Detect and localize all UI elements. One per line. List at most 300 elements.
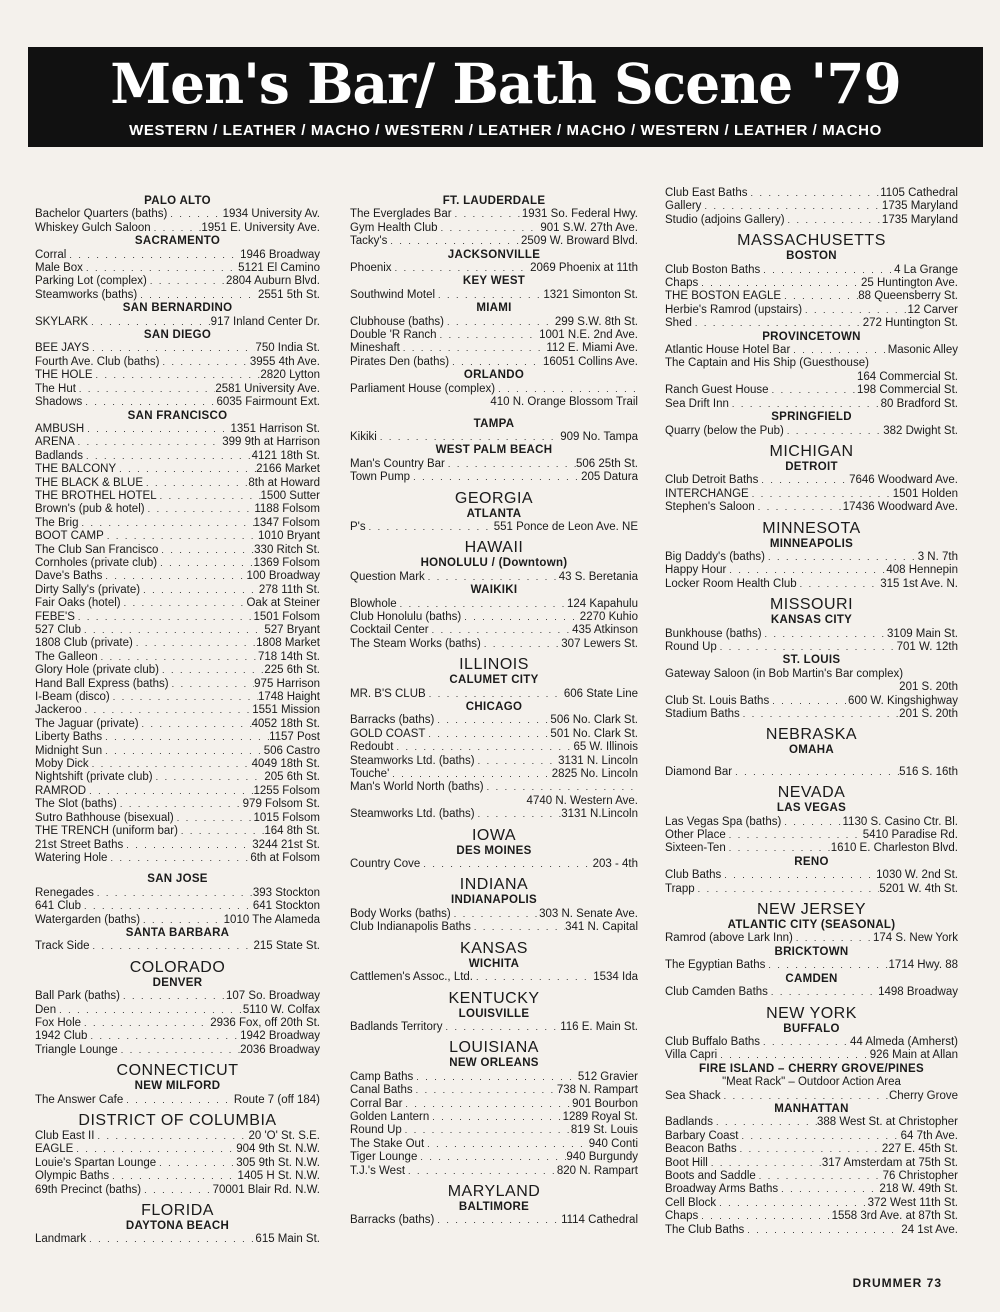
leader-dots: [75, 611, 254, 624]
listing-entry: [35, 436, 320, 449]
listing-entry: [665, 641, 958, 654]
venue-name: Diamond Bar: [665, 765, 733, 778]
venue-address: 1114 Cathedral: [561, 1214, 638, 1227]
venue-name: Camp Baths: [350, 1070, 414, 1083]
venue-address: 341 N. Capital: [565, 921, 638, 934]
venue-address: 43 S. Beretania: [558, 570, 638, 583]
venue-address: 701 W. 12th: [896, 640, 958, 653]
leader-dots: [73, 1143, 236, 1156]
listing-entry: [665, 932, 958, 945]
page-subtitle: WESTERN / LEATHER / MACHO / WESTERN / LEATHER / MACHO / WESTERN / LEATHER / MACHO: [129, 122, 882, 139]
venue-name: Bunkhouse (baths): [665, 627, 762, 640]
venue-address: 1934 University Av.: [222, 208, 320, 221]
listing-entry: [35, 624, 320, 637]
venue-name: Canal Baths: [350, 1084, 413, 1097]
venue-name: Club Baths: [665, 869, 722, 882]
leader-dots: [781, 290, 858, 303]
venue-address: 65 W. Illinois: [573, 741, 638, 754]
leader-dots: [78, 517, 253, 530]
venue-address: 506 No. Clark St.: [550, 714, 638, 727]
leader-dots: [157, 490, 261, 503]
leader-dots: [721, 869, 876, 882]
venue-name: The Stake Out: [350, 1137, 425, 1150]
venue-address: 303 N. Senate Ave.: [539, 907, 638, 920]
venue-name: BEE JAYS: [35, 342, 90, 355]
leader-dots: [84, 423, 230, 436]
state-heading: INDIANA: [459, 876, 529, 894]
leader-dots: [434, 1214, 561, 1227]
leader-dots: [740, 708, 899, 721]
listing-entry: [35, 1017, 320, 1030]
venue-address: 2820 Lytton: [260, 369, 320, 382]
city-heading: SACRAMENTO: [134, 235, 221, 248]
listing-entry: [665, 277, 958, 290]
venue-address: 901 Bourbon: [572, 1097, 638, 1110]
venue-name: Whiskey Gulch Saloon: [35, 221, 151, 234]
venue-name: 527 Club: [35, 624, 82, 636]
state-heading: KENTUCKY: [448, 989, 540, 1007]
listing-address-continued: 4740 N. Western Ave.: [526, 794, 638, 807]
venue-address: 1010 The Alameda: [223, 913, 320, 926]
listing-entry: [350, 329, 638, 342]
listing-address-continued: 410 N. Orange Blossom Trail: [490, 396, 638, 409]
venue-name: Tacky's: [350, 235, 388, 248]
venue-name: 1808 Club (private): [35, 637, 133, 650]
venue-address: 382 Dwight St.: [883, 424, 958, 437]
venue-address: 506 Castro: [263, 744, 320, 757]
venue-address: 215 State St.: [253, 940, 320, 953]
venue-address: 307 Lewers St.: [561, 637, 638, 650]
city-heading: BOSTON: [786, 250, 837, 263]
venue-address: 4049 18th St.: [251, 758, 320, 771]
leader-dots: [389, 768, 551, 781]
listing-entry: [665, 695, 958, 708]
city-heading: SANTA BARBARA: [125, 926, 230, 939]
venue-address: 1735 Maryland: [881, 213, 958, 226]
listing-entry: [35, 758, 320, 771]
city-heading: MIAMI: [476, 302, 512, 315]
venue-name: 21st Street Baths: [35, 838, 124, 851]
listing-entry: [665, 1197, 958, 1210]
leader-dots: [756, 1170, 883, 1183]
leader-dots: [495, 383, 638, 396]
venue-name: Fox Hole: [35, 1016, 82, 1029]
city-heading: SAN JOSE: [147, 873, 208, 886]
venue-name: The Egyptian Baths: [665, 959, 766, 972]
listing-entry: [665, 264, 958, 277]
venue-name: Cattlemen's Assoc., Ltd.: [350, 971, 474, 984]
city-heading: MANHATTAN: [774, 1102, 849, 1115]
venue-name: Happy Hour: [665, 564, 727, 577]
title-banner: [28, 47, 983, 147]
listing-entry: [665, 474, 958, 487]
venue-address: 3131 N. Lincoln: [558, 754, 638, 767]
leader-dots: [158, 544, 254, 557]
venue-address: 408 Hennepin: [886, 564, 958, 577]
venue-name: I-Beam (disco): [35, 691, 110, 704]
listing-entry: [35, 1157, 320, 1170]
leader-dots: [82, 396, 216, 409]
leader-dots: [760, 264, 894, 277]
venue-name: THE BROTHEL HOTEL: [35, 489, 157, 502]
leader-dots: [744, 1224, 901, 1237]
venue-address: Masonic Alley: [887, 344, 958, 357]
leader-dots: [739, 1130, 901, 1143]
leader-dots: [449, 356, 543, 369]
venue-name: 641 Club: [35, 900, 82, 913]
leader-dots: [102, 731, 269, 744]
leader-dots: [121, 597, 247, 610]
city-heading: DENVER: [152, 976, 203, 989]
venue-name: Club Honolulu (baths): [350, 610, 462, 623]
leader-dots: [82, 704, 253, 717]
city-heading: NEW MILFORD: [134, 1080, 221, 1093]
leader-dots: [123, 839, 252, 852]
city-heading: LAS VEGAS: [776, 802, 847, 815]
leader-dots: [481, 638, 561, 651]
venue-address: 7646 Woodward Ave.: [849, 474, 958, 487]
listing-entry: [35, 1233, 320, 1246]
leader-dots: [765, 551, 918, 564]
listing-entry: [35, 900, 320, 913]
listing-entry: [350, 1151, 638, 1164]
venue-address: 926 Main at Allan: [869, 1049, 958, 1062]
listing-entry: [350, 908, 638, 921]
listing-entry: [350, 1165, 638, 1178]
listing-entry: [350, 521, 638, 534]
listing-entry: [35, 369, 320, 382]
listing-entry: [35, 812, 320, 825]
venue-address: 1610 E. Charleston Blvd.: [830, 842, 958, 855]
venue-address: 164 8th St.: [264, 825, 320, 838]
leader-dots: [717, 641, 897, 654]
listing-column-1: [35, 187, 320, 1247]
venue-address: 315 1st Ave. N.: [880, 577, 958, 590]
listing-entry: [665, 766, 958, 779]
leader-dots: [397, 598, 567, 611]
venue-address: 1369 Folsom: [253, 556, 320, 569]
leader-dots: [387, 235, 521, 248]
listing-note: "Meat Rack" – Outdoor Action Area: [722, 1076, 901, 1089]
listing-entry: [35, 990, 320, 1003]
venue-name: Glory Hole (private club): [35, 664, 159, 677]
leader-dots: [452, 208, 522, 221]
venue-address: 3131 N.Lincoln: [561, 808, 638, 821]
leader-dots: [760, 1036, 850, 1049]
venue-address: 1130 S. Casino Ctr. Bl.: [842, 815, 958, 828]
venue-name: Midnight Sun: [35, 744, 103, 757]
listing-entry: [35, 342, 320, 355]
venue-name: Chaps: [665, 1210, 699, 1223]
venue-name: Chaps: [665, 277, 699, 290]
listing-entry: [350, 688, 638, 701]
leader-dots: [755, 501, 843, 514]
venue-address: 218 W. 49th St.: [879, 1183, 958, 1196]
listing-entry: [35, 914, 320, 927]
listing-note: The Captain and His Ship (Guesthouse): [665, 357, 869, 370]
venue-name: Renegades: [35, 886, 94, 899]
leader-dots: [137, 289, 258, 302]
venue-name: The Steam Works (baths): [350, 637, 481, 650]
leader-dots: [109, 1170, 237, 1183]
state-heading: NEVADA: [777, 784, 846, 802]
listing-entry: [665, 384, 958, 397]
venue-name: Barbary Coast: [665, 1129, 739, 1142]
listing-entry: [35, 1170, 320, 1183]
leader-dots: [157, 557, 253, 570]
listing-entry: [665, 187, 958, 200]
leader-dots: [118, 1044, 240, 1057]
venue-address: 1351 Harrison St.: [230, 422, 320, 435]
venue-name: Double 'R Ranch: [350, 329, 437, 342]
listing-entry: [35, 852, 320, 865]
venue-name: GOLD COAST: [350, 727, 426, 740]
listing-entry: [665, 842, 958, 855]
venue-name: Gym Health Club: [350, 221, 438, 234]
venue-name: Kikiki: [350, 430, 377, 443]
state-heading: COLORADO: [129, 958, 226, 976]
venue-address: 1188 Folsom: [254, 503, 320, 516]
venue-name: Barracks (baths): [350, 1214, 435, 1227]
venue-name: Bachelor Quarters (baths): [35, 208, 168, 221]
venue-name: Sea Drift Inn: [665, 397, 729, 410]
city-heading: MINNEAPOLIS: [769, 537, 854, 550]
city-heading: CAMDEN: [785, 972, 838, 985]
city-heading: BUFFALO: [783, 1022, 840, 1035]
listing-entry: [665, 1210, 958, 1223]
venue-address: 1931 So. Federal Hwy.: [521, 208, 638, 221]
listing-entry: [350, 1021, 638, 1034]
listing-entry: [350, 431, 638, 444]
venue-name: Redoubt: [350, 741, 394, 754]
venue-name: Parking Lot (complex): [35, 275, 147, 288]
venue-address: 1808 Market: [256, 637, 320, 650]
leader-dots: [89, 342, 255, 355]
venue-address: 5110 W. Colfax: [242, 1003, 320, 1016]
venue-name: Country Cove: [350, 858, 421, 871]
listing-entry: [35, 597, 320, 610]
venue-address: 174 S. New York: [872, 932, 958, 945]
venue-address: 1942 Broadway: [240, 1030, 320, 1043]
listing-entry: [350, 1071, 638, 1084]
venue-name: Sixteen-Ten: [665, 842, 726, 855]
leader-dots: [729, 398, 881, 411]
city-heading: KEY WEST: [462, 275, 526, 288]
city-heading: SAN BERNARDINO: [122, 302, 233, 315]
state-heading: NEW JERSEY: [756, 901, 866, 919]
listing-entry: [35, 1030, 320, 1043]
venue-address: 1735 Maryland: [881, 200, 958, 213]
listing-entry: [350, 598, 638, 611]
listing-entry: [350, 1111, 638, 1124]
venue-name: Gallery: [665, 200, 702, 213]
venue-address: 1347 Folsom: [253, 516, 320, 529]
venue-name: Mineshaft: [350, 342, 400, 355]
city-heading: ATLANTA: [466, 507, 522, 520]
state-heading: CONNECTICUT: [116, 1062, 239, 1080]
venue-name: RAMROD: [35, 784, 87, 797]
leader-dots: [426, 688, 564, 701]
venue-address: 606 State Line: [563, 687, 638, 700]
venue-address: 100 Broadway: [246, 570, 320, 583]
venue-name: Steamworks Ltd. (baths): [350, 808, 475, 821]
venue-name: The Galleon: [35, 650, 98, 663]
leader-dots: [156, 1157, 236, 1170]
listing-note: Gateway Saloon (in Bob Martin's Bar complex): [665, 667, 904, 680]
venue-name: Watergarden (baths): [35, 913, 141, 926]
venue-address: 3244 21st St.: [252, 838, 320, 851]
state-heading: NEW YORK: [766, 1004, 857, 1022]
listing-entry: [350, 768, 638, 781]
listing-entry: [35, 745, 320, 758]
leader-dots: [442, 1021, 560, 1034]
venue-address: 551 Ponce de Leon Ave. NE: [493, 520, 638, 533]
leader-dots: [424, 1138, 589, 1151]
listing-entry: [350, 1124, 638, 1137]
venue-address: 6035 Fairmount Ext.: [216, 396, 320, 409]
listing-entry: [665, 1036, 958, 1049]
venue-name: Villa Capri: [665, 1049, 718, 1062]
venue-name: Question Mark: [350, 570, 425, 583]
venue-address: 25 Huntington Ave.: [861, 277, 958, 290]
venue-name: MR. B'S CLUB: [350, 687, 426, 700]
listing-address-continued: 201 S. 20th: [899, 681, 958, 694]
state-heading: MICHIGAN: [769, 442, 854, 460]
listing-entry: [665, 398, 958, 411]
venue-address: 718 14th St.: [257, 650, 320, 663]
venue-name: Moby Dick: [35, 758, 89, 771]
venue-address: 1501 Holden: [892, 487, 958, 500]
venue-name: Badlands: [35, 449, 83, 462]
city-heading: ORLANDO: [463, 369, 525, 382]
leader-dots: [737, 1143, 882, 1156]
venue-address: 88 Queensberry St.: [858, 290, 958, 303]
venue-name: Dirty Sally's (private): [35, 583, 141, 596]
venue-address: 615 Main St.: [255, 1233, 320, 1246]
listing-entry: [35, 289, 320, 302]
venue-address: 80 Bradford St.: [880, 397, 958, 410]
city-heading: TAMPA: [473, 417, 515, 430]
venue-name: Badlands: [665, 1116, 713, 1129]
venue-name: Atlantic House Hotel Bar: [665, 344, 791, 357]
venue-address: 1951 E. University Ave.: [201, 221, 320, 234]
city-heading: RENO: [794, 855, 829, 868]
listing-entry: [35, 477, 320, 490]
venue-address: 17436 Woodward Ave.: [842, 501, 958, 514]
venue-name: Blowhole: [350, 597, 397, 610]
venue-name: Badlands Territory: [350, 1020, 443, 1033]
city-heading: ST. LOUIS: [782, 654, 841, 667]
venue-address: 24 1st Ave.: [901, 1223, 958, 1236]
listing-entry: [35, 463, 320, 476]
state-heading: LOUISIANA: [449, 1039, 539, 1057]
venue-name: THE HOLE: [35, 369, 93, 382]
venue-address: 70001 Blair Rd. N.W.: [212, 1183, 320, 1196]
venue-name: FEBE'S: [35, 610, 75, 623]
venue-name: Cell Block: [665, 1196, 717, 1209]
venue-address: 641 Stockton: [252, 900, 320, 913]
listing-entry: [665, 214, 958, 227]
venue-address: 2936 Fox, off 20th St.: [210, 1016, 320, 1029]
leader-dots: [116, 463, 256, 476]
listing-entry: [35, 1044, 320, 1057]
venue-name: AMBUSH: [35, 422, 85, 435]
venue-name: Ranch Guest House: [665, 384, 769, 397]
venue-address: 2166 Market: [256, 463, 320, 476]
city-heading: SPRINGFIELD: [771, 411, 852, 424]
listing-entry: [350, 262, 638, 275]
venue-name: Fourth Ave. Club (baths): [35, 355, 160, 368]
venue-address: 8th at Howard: [248, 476, 320, 489]
venue-name: Jackeroo: [35, 704, 82, 717]
venue-name: Steamworks (baths): [35, 288, 138, 301]
venue-name: Hand Ball Express (baths): [35, 677, 169, 690]
listing-entry: [350, 781, 638, 794]
listing-entry: [35, 503, 320, 516]
city-heading: CALUMET CITY: [449, 674, 539, 687]
venue-address: 512 Gravier: [577, 1070, 638, 1083]
venue-address: 1105 Cathedral: [880, 187, 958, 199]
leader-dots: [765, 959, 888, 972]
venue-name: Club Detroit Baths: [665, 474, 759, 487]
listing-entry: [665, 290, 958, 303]
city-heading: FIRE ISLAND – CHERRY GROVE/PINES: [699, 1062, 924, 1075]
venue-address: 527 Bryant: [264, 624, 320, 636]
leader-dots: [726, 564, 886, 577]
listing-entry: [665, 501, 958, 514]
city-heading: INDIANAPOLIS: [450, 894, 538, 907]
venue-address: 372 West 11th St.: [867, 1196, 958, 1209]
venue-address: 278 11th St.: [258, 583, 320, 596]
leader-dots: [726, 842, 831, 855]
listing-entry: [35, 1143, 320, 1156]
venue-address: 272 Huntington St.: [862, 317, 958, 330]
venue-name: THE TRENCH (uniform bar): [35, 825, 178, 838]
leader-dots: [475, 808, 562, 821]
venue-address: 1534 Ida: [593, 971, 638, 984]
venue-address: 225 6th St.: [264, 664, 320, 677]
listing-entry: [35, 785, 320, 798]
listing-entry: [35, 940, 320, 953]
listing-entry: [35, 222, 320, 235]
venue-address: 1030 W. 2nd St.: [876, 869, 958, 882]
leader-dots: [790, 344, 887, 357]
leader-dots: [747, 187, 880, 200]
venue-name: BOOT CAMP: [35, 530, 104, 543]
venue-address: 1001 N.E. 2nd Ave.: [539, 329, 638, 342]
venue-name: Locker Room Health Club: [665, 577, 797, 590]
leader-dots: [461, 611, 580, 624]
venue-name: Town Pump: [350, 471, 411, 484]
leader-dots: [366, 521, 494, 534]
listing-entry: [665, 1170, 958, 1183]
venue-name: Boot Hill: [665, 1156, 708, 1169]
listing-entry: [35, 356, 320, 369]
venue-address: 975 Harrison: [254, 677, 320, 690]
venue-name: Dave's Baths: [35, 570, 103, 583]
venue-name: Body Works (baths): [350, 907, 451, 920]
listing-entry: [350, 235, 638, 248]
venue-address: Route 7 (off 184): [233, 1093, 320, 1106]
leader-dots: [402, 1124, 571, 1137]
listing-entry: [350, 208, 638, 221]
venue-address: 940 Conti: [588, 1137, 638, 1150]
leader-dots: [451, 908, 539, 921]
leader-dots: [435, 289, 543, 302]
venue-name: Tiger Lounge: [350, 1151, 418, 1164]
listing-entry: [350, 638, 638, 651]
venue-address: 12 Carver: [907, 303, 958, 316]
